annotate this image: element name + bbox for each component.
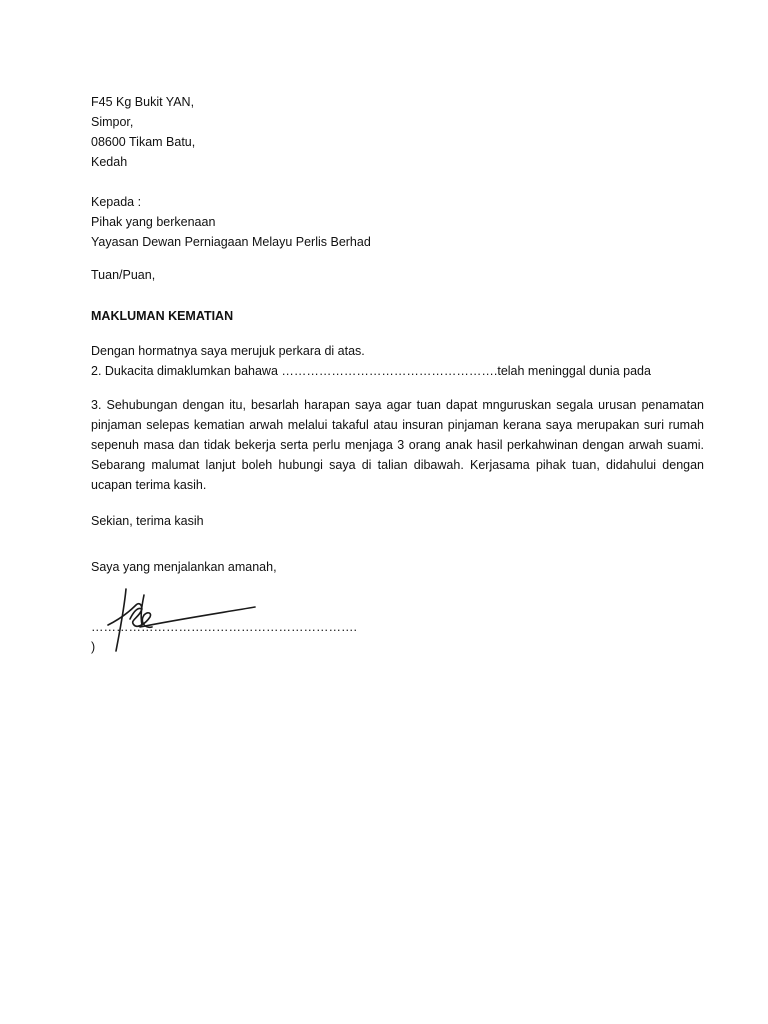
address-line-1: F45 Kg Bukit YAN, [91, 95, 195, 109]
signature-dotted-line: ………………………………………………………. [91, 620, 357, 634]
recipient-line-1: Pihak yang berkenaan [91, 215, 216, 229]
address-line-3: 08600 Tikam Batu, [91, 135, 196, 149]
recipient-label: Kepada : [91, 195, 142, 209]
address-line-2: Simpor, [91, 115, 134, 129]
salutation: Tuan/Puan, [91, 268, 156, 282]
subject-heading: MAKLUMAN KEMATIAN [91, 309, 234, 323]
closing-line: Sekian, terima kasih [91, 514, 204, 528]
point-3-paragraph: 3. Sehubungan dengan itu, besarlah harapan saya agar tuan dapat mnguruskan segala urusan penamatan pinjaman selepas kematian arwah melalui takaful atau insuran pinjaman kerana saya merupakan suri rumah sepenuh masa dan tidak bekerja serta perlu menjaga 3 orang anak hasil perkahwinan dengan arwah suami. Sebarang malumat lanjut boleh hubungi saya di talian dibawah. Kerjasama pihak tuan, didahului dengan ucapan terima kasih. [91, 398, 704, 492]
intro-paragraph: Dengan hormatnya saya merujuk perkara di atas. [91, 344, 365, 358]
signoff-line: Saya yang menjalankan amanah, [91, 560, 277, 574]
point-2-paragraph: 2. Dukacita dimaklumkan bahawa …………………………………………….telah meninggal dunia pada [91, 364, 651, 378]
name-bracket: ) [91, 640, 96, 654]
address-line-4: Kedah [91, 155, 128, 169]
recipient-line-2: Yayasan Dewan Perniagaan Melayu Perlis Berhad [91, 235, 371, 249]
